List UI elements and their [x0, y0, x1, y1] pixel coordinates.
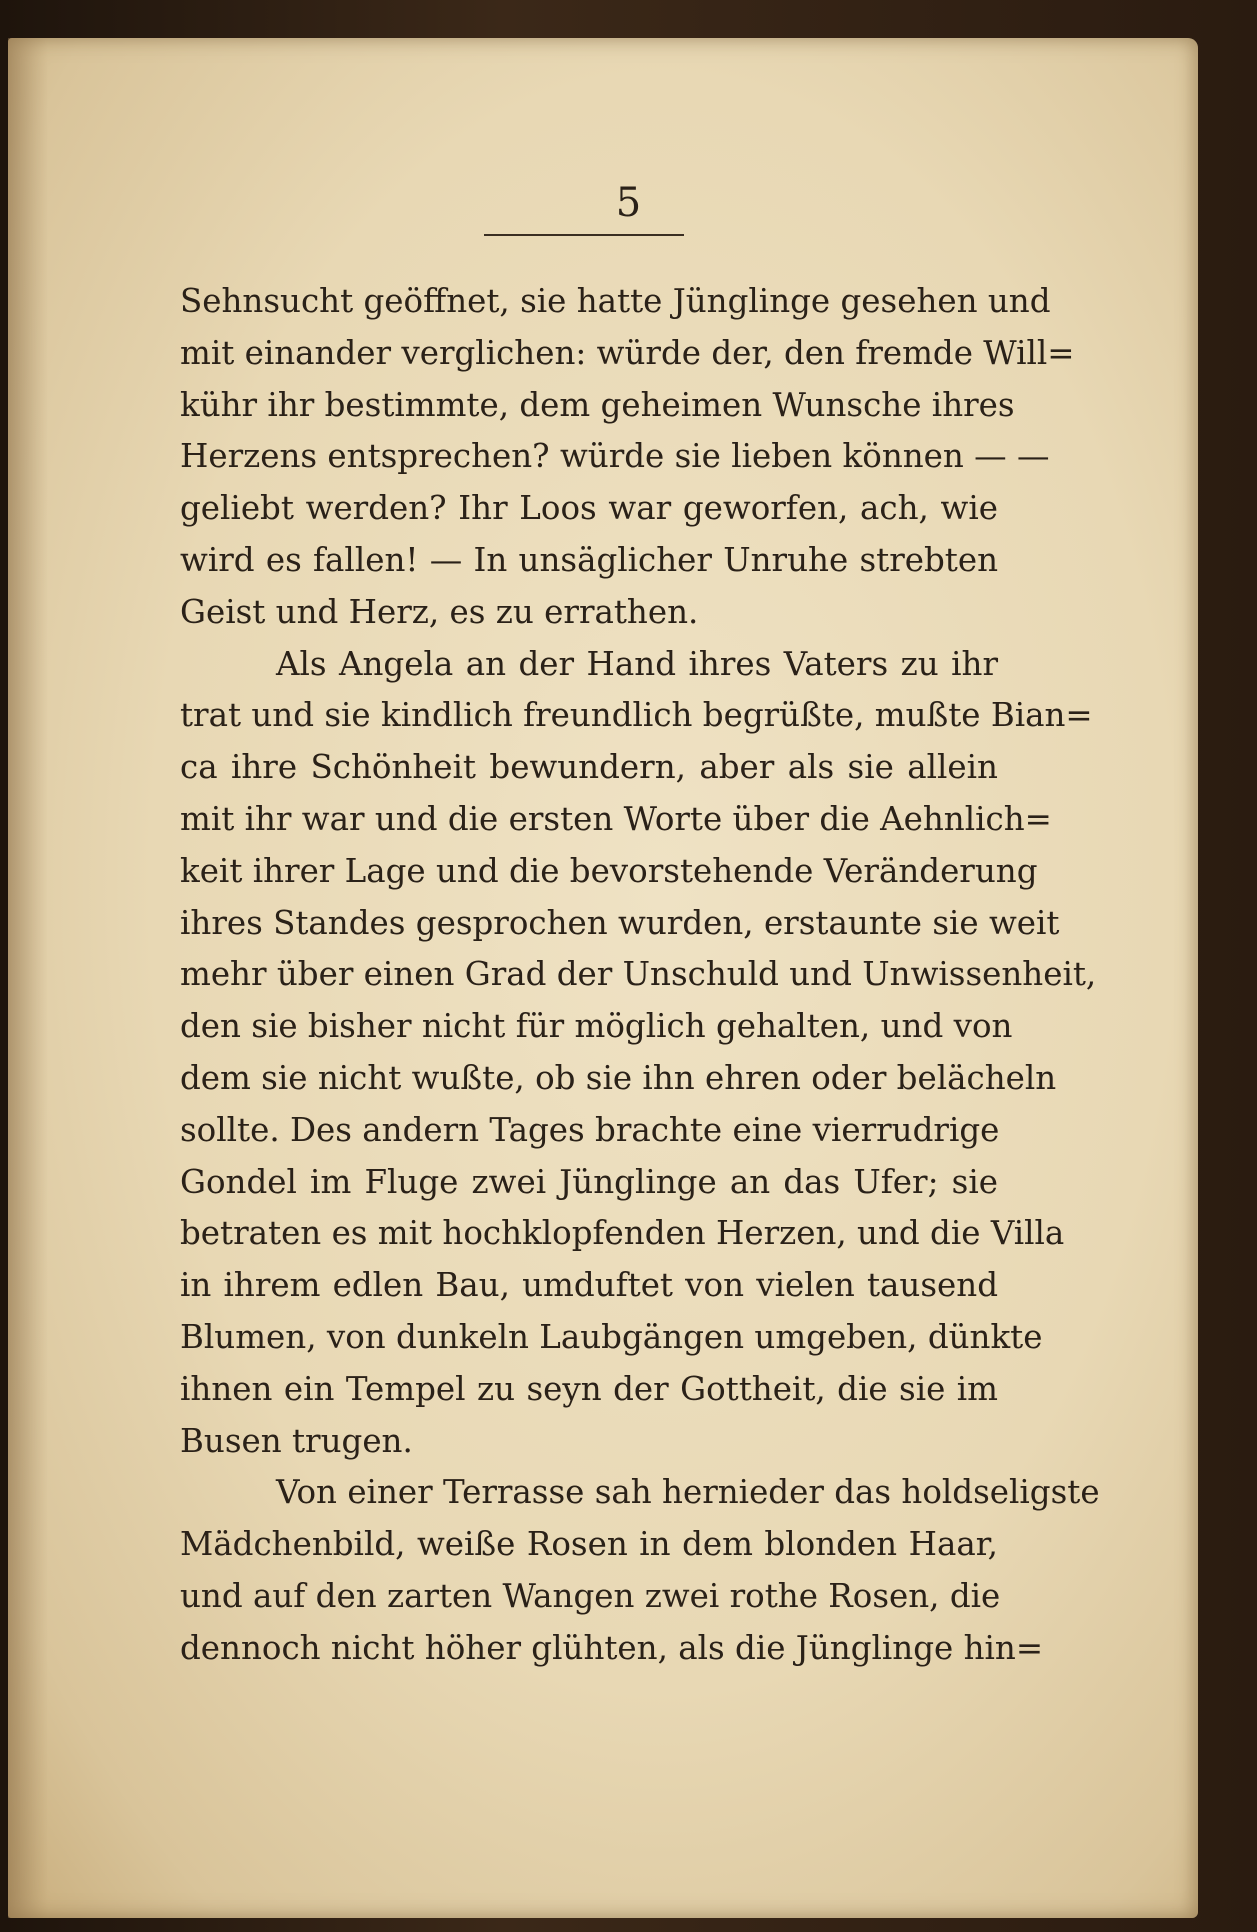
text-line: Mädchenbild, weiße Rosen in dem blonden Haar, [180, 1525, 998, 1564]
text-line: Als Angela an der Hand ihres Vaters zu ihr [276, 644, 998, 683]
text-line: Busen trugen. [180, 1421, 413, 1460]
text-line: ca ihre Schönheit bewundern, aber als sie allein [180, 748, 998, 787]
text-line: ihres Standes gesprochen wurden, erstaunte sie weit [180, 903, 1060, 942]
page-gutter-shadow [8, 38, 48, 1918]
text-line: Blumen, von dunkeln Laubgängen umgeben, dünkte [180, 1317, 1043, 1356]
text-line: betraten es mit hochklopfenden Herzen, und die Villa [180, 1214, 1065, 1253]
text-line: den sie bisher nicht für möglich gehalten, und von [180, 1007, 1013, 1046]
text-line: Von einer Terrasse sah hernieder das holdseligste [276, 1473, 1100, 1512]
text-line: Sehnsucht geöffnet, sie hatte Jünglinge gesehen und [180, 282, 1051, 320]
page-number: 5 [615, 180, 642, 226]
text-line: geliebt werden? Ihr Loos war geworfen, ach, wie [180, 489, 998, 528]
text-line: und auf den zarten Wangen zwei rothe Rosen, die [180, 1576, 1001, 1615]
text-line: trat und sie kindlich freundlich begrüßte, mußte Bian= [180, 696, 1093, 735]
text-line: wird es fallen! — In unsäglicher Unruhe strebten [180, 540, 998, 579]
text-line: dennoch nicht höher glühten, als die Jünglinge hin= [180, 1628, 1044, 1667]
text-line: sollte. Des andern Tages brachte eine vierrudrige [180, 1110, 1000, 1149]
body-text [180, 276, 1100, 1675]
text-line: kühr ihr bestimmte, dem geheimen Wunsche ihres [180, 385, 1015, 424]
header-rule [484, 234, 684, 236]
text-line: mit einander verglichen: würde der, den fremde Will= [180, 333, 1075, 372]
text-line: dem sie nicht wußte, ob sie ihn ehren oder belächeln [180, 1058, 1057, 1097]
text-line: mehr über einen Grad der Unschuld und Unwissenheit, [180, 955, 1097, 994]
text-line: mit ihr war und die ersten Worte über die Aehnlich= [180, 799, 1052, 838]
text-line: keit ihrer Lage und die bevorstehende Veränderung [180, 851, 1038, 890]
text-line: Herzens entsprechen? würde sie lieben können — — [180, 437, 1050, 476]
text-line: Geist und Herz, es zu errathen. [180, 592, 699, 631]
text-line: in ihrem edlen Bau, umduftet von vielen tausend [180, 1266, 998, 1305]
text-line: Gondel im Fluge zwei Jünglinge an das Ufer; sie [180, 1162, 998, 1201]
text-line: ihnen ein Tempel zu seyn der Gottheit, die sie im [180, 1369, 998, 1408]
